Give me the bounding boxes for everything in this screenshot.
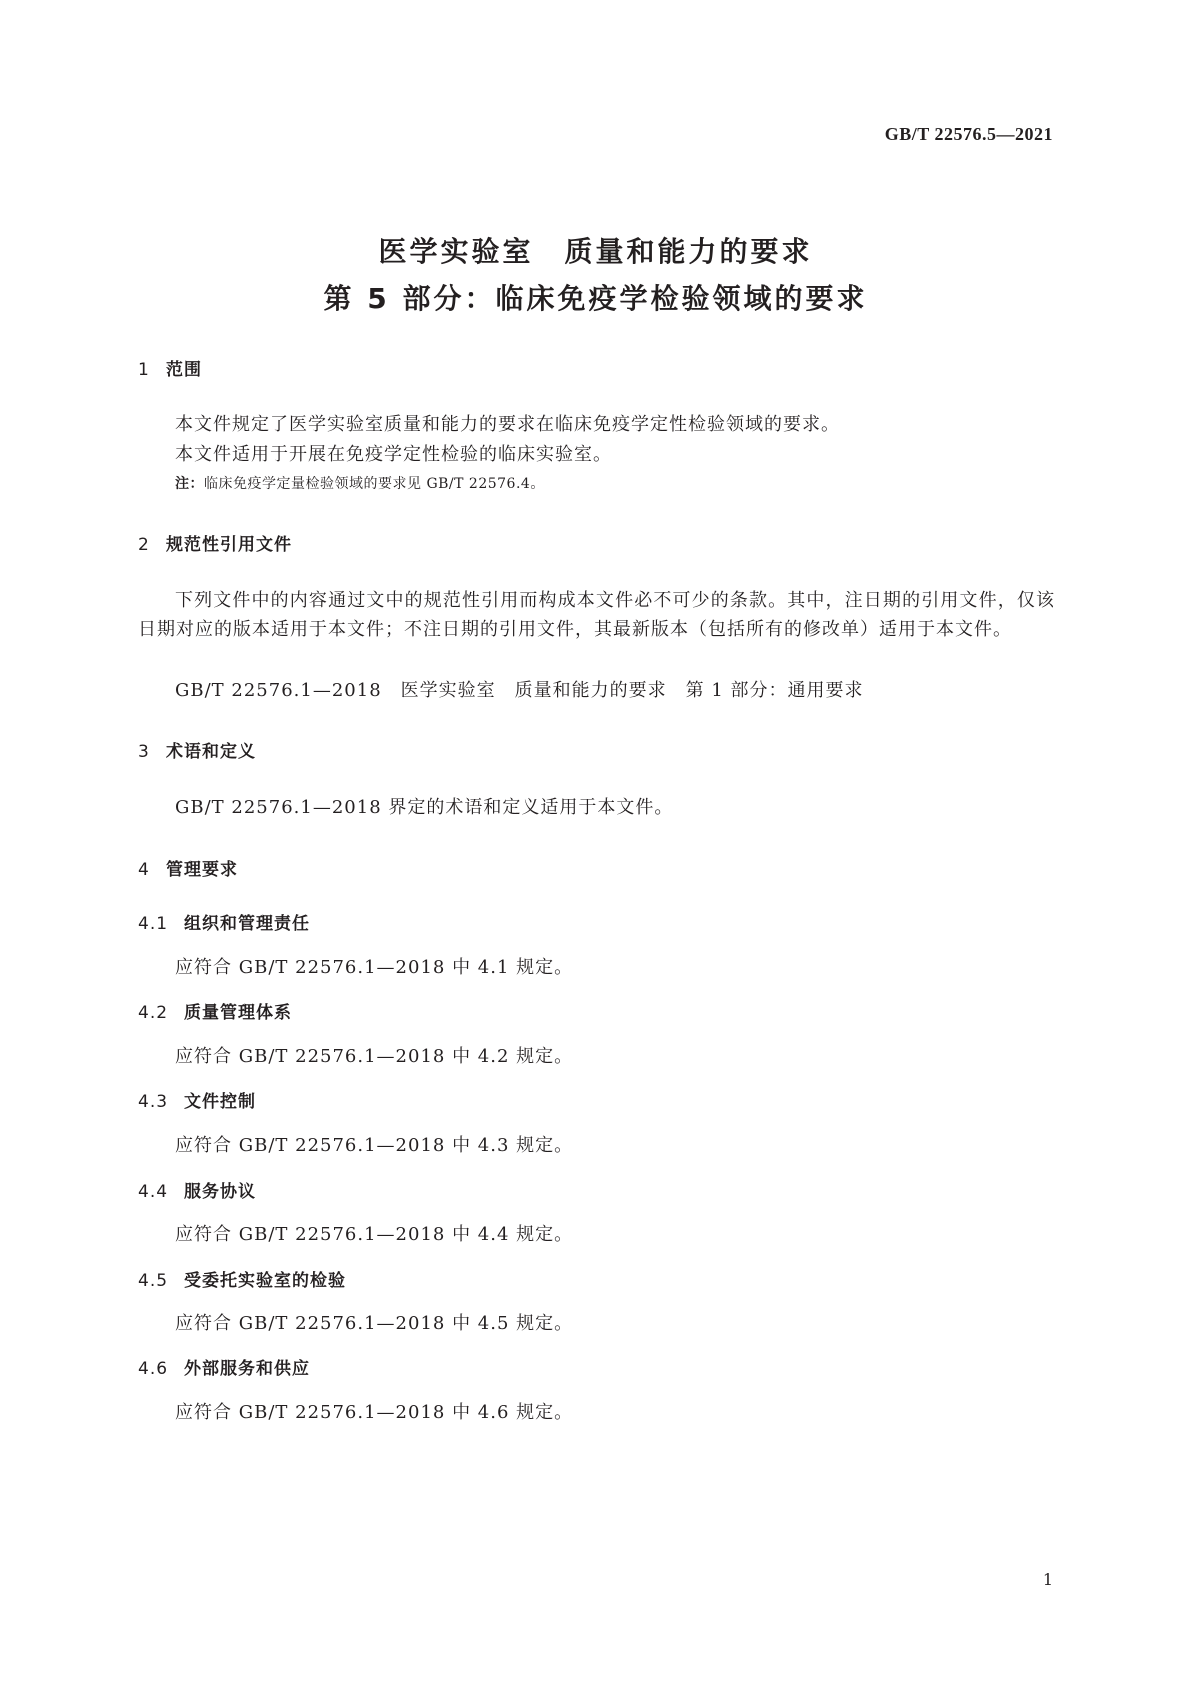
section-heading-scope [138,355,202,380]
scope-paragraph-1: 本文件规定了医学实验室质量和能力的要求在临床免疫学定性检验领域的要求。 [175,414,840,435]
section-title: 术语和定义 [166,742,256,762]
standard-number: GB/T 22576.5—2021 [884,124,1053,144]
subsection-heading [138,1087,256,1112]
subsection-number: 4.5 [138,1271,169,1291]
page-number: 1 [1042,1570,1053,1589]
subsection-number: 4.2 [138,1003,169,1023]
subsection-title: 服务协议 [184,1182,256,1202]
reference-item: GB/T 22576.1—2018 医学实验室 质量和能力的要求 第 1 部分：通用要求 [175,680,864,701]
subsection-text: 应符合 GB/T 22576.1—2018 中 4.3 规定。 [175,1135,574,1156]
subsection-number: 4.4 [138,1182,169,1202]
section-number: 4 [138,860,150,880]
section-title: 范围 [166,360,202,380]
subsection-heading [138,1177,256,1202]
subsection-text: 应符合 GB/T 22576.1—2018 中 4.6 规定。 [175,1402,574,1423]
section-number: 2 [138,535,150,555]
subsection-heading [138,998,292,1023]
subsection-text: 应符合 GB/T 22576.1—2018 中 4.4 规定。 [175,1224,574,1245]
subsection-number: 4.1 [138,914,169,934]
section-number: 3 [138,742,150,762]
subsection-heading [138,909,310,934]
section-heading-references [138,530,292,555]
document-title: 医学实验室 质量和能力的要求 [378,235,813,268]
note-text: 临床免疫学定量检验领域的要求见 GB/T 22576.4。 [204,476,545,492]
subsection-heading [138,1266,346,1291]
subsection-number: 4.6 [138,1359,169,1379]
note-label: 注： [175,476,204,492]
subsection-title: 质量管理体系 [184,1003,292,1023]
references-intro: 下列文件中的内容通过文中的规范性引用而构成本文件必不可少的条款。其中，注日期的引用文件，仅该日期对应的版本适用于本文件；不注日期的引用文件，其最新版本（包括所有的修改单）适用于本文件。 [138,590,1055,640]
subsection-title: 外部服务和供应 [184,1359,310,1379]
scope-paragraph-2: 本文件适用于开展在免疫学定性检验的临床实验室。 [175,444,612,465]
section-title: 规范性引用文件 [166,535,292,555]
terms-paragraph: GB/T 22576.1—2018 界定的术语和定义适用于本文件。 [175,797,674,818]
subsection-title: 文件控制 [184,1092,256,1112]
document-subtitle: 第 5 部分：临床免疫学检验领域的要求 [323,282,868,315]
section-title: 管理要求 [166,860,238,880]
subsection-title: 受委托实验室的检验 [184,1271,346,1291]
scope-note [175,473,545,493]
subsection-text: 应符合 GB/T 22576.1—2018 中 4.1 规定。 [175,957,574,978]
subsection-number: 4.3 [138,1092,169,1112]
section-number: 1 [138,360,150,380]
section-heading-terms [138,737,256,762]
section-heading-management [138,855,238,880]
subsection-text: 应符合 GB/T 22576.1—2018 中 4.5 规定。 [175,1313,574,1334]
subsection-title: 组织和管理责任 [184,914,310,934]
subsection-text: 应符合 GB/T 22576.1—2018 中 4.2 规定。 [175,1046,574,1067]
subsection-heading [138,1354,310,1379]
